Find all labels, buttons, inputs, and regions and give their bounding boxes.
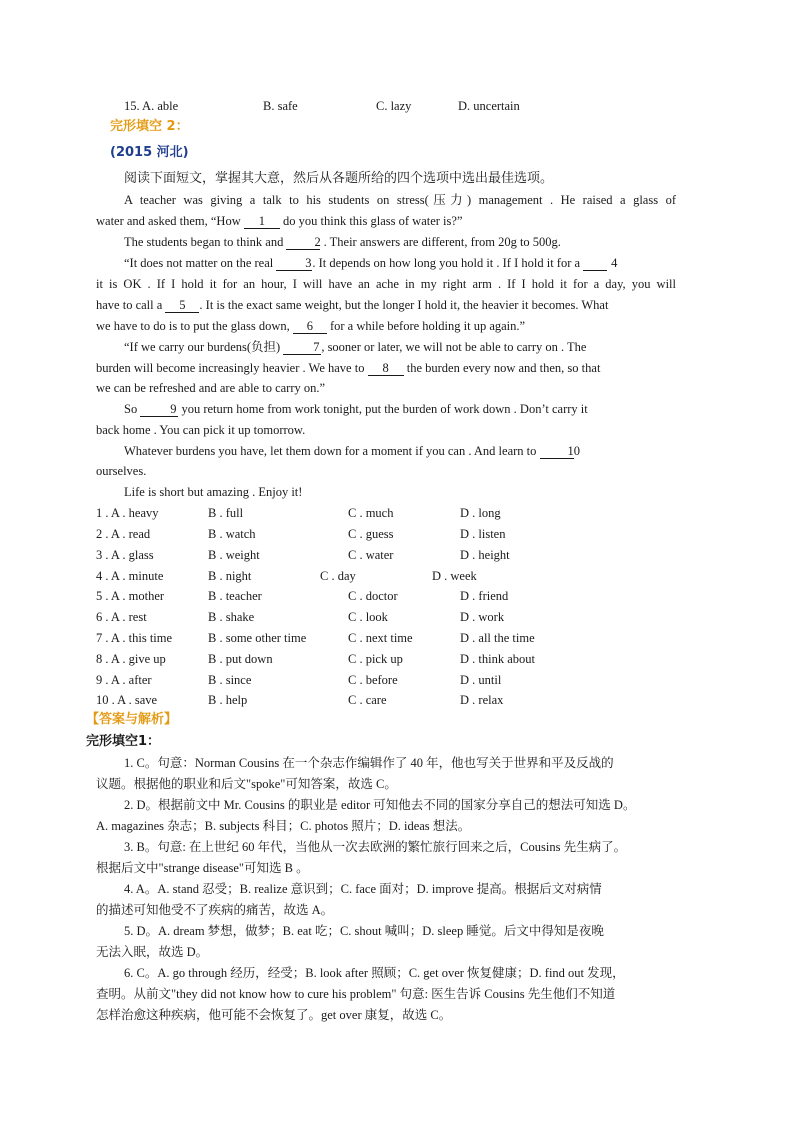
section-heading: 完形填空 2： xyxy=(110,119,189,134)
option-a[interactable]: 3 . A . glass xyxy=(96,548,154,562)
passage-line xyxy=(96,401,676,417)
passage-line xyxy=(96,318,676,334)
passage-text: “If we carry our burdens(负担) xyxy=(124,340,281,354)
answer-line: 无法入眠，故选 D。 xyxy=(96,945,209,959)
passage-line: Life is short but amazing . Enjoy it! xyxy=(124,485,303,499)
instructions: 阅读下面短文，掌握其大意，然后从各题所给的四个选项中选出最佳选项。 xyxy=(124,171,554,186)
passage-text: have to call a xyxy=(96,298,163,312)
passage-line: we can be refreshed and are able to carry on.” xyxy=(96,381,326,395)
option-c[interactable]: C . guess xyxy=(348,527,394,541)
passage-text: we have to do is to put the glass down, xyxy=(96,319,290,333)
option-d[interactable]: D . height xyxy=(460,548,510,562)
option-c[interactable]: C . before xyxy=(348,673,398,687)
blank-1[interactable]: 1 xyxy=(244,215,280,229)
passage-line: back home . You can pick it up tomorrow. xyxy=(96,423,306,437)
option-d[interactable]: D . listen xyxy=(460,527,506,541)
passage-line xyxy=(96,297,676,313)
passage-text: Whatever burdens you have, let them down for a moment if you can . And learn to xyxy=(124,444,537,458)
option-b[interactable]: B . some other time xyxy=(208,631,307,645)
answer-line: A. magazines 杂志；B. subjects 科目；C. photos 照片；D. ideas 想法。 xyxy=(96,819,471,833)
option-d[interactable]: D . long xyxy=(460,506,501,520)
option-b[interactable]: B . teacher xyxy=(208,589,262,603)
q15-option-a: 15. A. able xyxy=(124,99,179,113)
q15-option-d: D. uncertain xyxy=(458,99,520,113)
passage-text: . Their answers are different, from 20g to 500g. xyxy=(323,235,561,249)
q15-option-b: B. safe xyxy=(263,99,298,113)
passage-text: So xyxy=(124,402,138,416)
option-a[interactable]: 2 . A . read xyxy=(96,527,151,541)
option-a[interactable]: 4 . A . minute xyxy=(96,569,164,583)
answer-line: 的描述可知他受不了疾病的痛苦，故选 A。 xyxy=(96,903,334,917)
blank-2[interactable]: 2 xyxy=(286,236,320,250)
answer-line: 1. C。句意：Norman Cousins 在一个杂志作编辑作了 40 年，他也写关于世界和平及反战的 xyxy=(124,756,614,770)
option-b[interactable]: B . since xyxy=(208,673,252,687)
answer-line: 根据后文中"strange disease"可知选 B 。 xyxy=(96,861,309,875)
passage-text: you return home from work tonight, put the burden of work down . Don’t carry it xyxy=(181,402,588,416)
option-b[interactable]: B . full xyxy=(208,506,244,520)
option-b[interactable]: B . shake xyxy=(208,610,255,624)
option-a[interactable]: 7 . A . this time xyxy=(96,631,173,645)
source-label: (2015 河北) xyxy=(110,145,189,160)
option-a[interactable]: 9 . A . after xyxy=(96,673,152,687)
blank-9[interactable]: 9 xyxy=(140,403,178,417)
option-a[interactable]: 8 . A . give up xyxy=(96,652,166,666)
answer-line: 3. B。句意: 在上世纪 60 年代，当他从一次去欧洲的繁忙旅行回来之后，Cousins 先生病了。 xyxy=(124,840,627,854)
option-d[interactable]: D . relax xyxy=(460,693,504,707)
passage-text: “It does not matter on the real xyxy=(124,256,274,270)
option-d[interactable]: D . week xyxy=(432,569,477,583)
passage-line xyxy=(96,255,676,271)
option-d[interactable]: D . friend xyxy=(460,589,509,603)
option-b[interactable]: B . night xyxy=(208,569,252,583)
passage-text: the burden every now and then, so that xyxy=(406,361,601,375)
blank-3[interactable]: 3 xyxy=(276,257,312,271)
answer-line: 5. D。A. dream 梦想，做梦；B. eat 吃；C. shout 喊叫；D. sleep 睡觉。后文中得知是夜晚 xyxy=(124,924,604,938)
option-a[interactable]: 6 . A . rest xyxy=(96,610,147,624)
blank-4[interactable]: 4 xyxy=(583,257,607,271)
option-c[interactable]: C . care xyxy=(348,693,387,707)
passage-line xyxy=(96,339,676,355)
option-a[interactable]: 5 . A . mother xyxy=(96,589,165,603)
passage-line xyxy=(96,213,676,229)
answer-line: 怎样治愈这种疾病，他可能不会恢复了。get over 康复，故选 C。 xyxy=(96,1008,452,1022)
option-d[interactable]: D . all the time xyxy=(460,631,535,645)
option-c[interactable]: C . much xyxy=(348,506,394,520)
option-d[interactable]: D . until xyxy=(460,673,502,687)
passage-text: . It depends on how long you hold it . If I hold it for a xyxy=(312,256,581,270)
answer-line: 6. C。A. go through 经历，经受；B. look after 照顾；C. get over 恢复健康；D. find out 发现， xyxy=(124,966,625,980)
passage-text: for a while before holding it up again.” xyxy=(329,319,526,333)
option-b[interactable]: B . watch xyxy=(208,527,256,541)
blank-8[interactable]: 8 xyxy=(368,362,404,376)
option-d[interactable]: D . work xyxy=(460,610,505,624)
passage-line xyxy=(96,234,676,250)
option-c[interactable]: C . next time xyxy=(348,631,413,645)
option-c[interactable]: C . day xyxy=(320,569,356,583)
option-c[interactable]: C . pick up xyxy=(348,652,403,666)
blank-6[interactable]: 6 xyxy=(293,320,327,334)
option-d[interactable]: D . think about xyxy=(460,652,535,666)
option-a[interactable]: 10 . A . save xyxy=(96,693,158,707)
answer-line: 查明。从前文"they did not know how to cure his problem" 句意: 医生告诉 Cousins 先生他们不知道 xyxy=(96,987,616,1001)
answers-tag: 【答案与解析】 xyxy=(86,712,178,727)
option-c[interactable]: C . doctor xyxy=(348,589,398,603)
answer-line: 4. A。A. stand 忍受；B. realize 意识到；C. face 面对；D. improve 提高。根据后文对病情 xyxy=(124,882,602,896)
passage-text: . It is the exact same weight, but the longer I hold it, the heavier it becomes. What xyxy=(199,298,609,312)
passage-text: water and asked them, “How xyxy=(96,214,241,228)
passage-text: do you think this glass of water is?” xyxy=(283,214,463,228)
option-c[interactable]: C . look xyxy=(348,610,388,624)
q15-option-c: C. lazy xyxy=(376,99,412,113)
option-b[interactable]: B . help xyxy=(208,693,248,707)
blank-10[interactable]: 10 xyxy=(540,445,574,459)
passage-text: burden will become increasingly heavier . We have to xyxy=(96,361,365,375)
option-c[interactable]: C . water xyxy=(348,548,394,562)
option-b[interactable]: B . put down xyxy=(208,652,273,666)
passage-line xyxy=(96,360,676,376)
passage-line: it is OK . If I hold it for an hour, I will have an ache in my right arm . If I hold it for a day, you will xyxy=(96,277,676,291)
blank-5[interactable]: 5 xyxy=(165,299,199,313)
answer-line: 议题。根据他的职业和后文"spoke"可知答案，故选 C。 xyxy=(96,777,397,791)
option-b[interactable]: B . weight xyxy=(208,548,260,562)
passage-line: A teacher was giving a talk to his students on stress(压力) management . He raised a glass of xyxy=(124,193,676,207)
passage-text: , sooner or later, we will not be able to carry on . The xyxy=(321,340,587,354)
passage-line: ourselves. xyxy=(96,464,147,478)
passage-text: The students began to think and xyxy=(124,235,284,249)
passage-line xyxy=(96,443,676,459)
answers-title: 完形填空1： xyxy=(86,734,161,749)
blank-7[interactable]: 7 xyxy=(283,341,321,355)
option-a[interactable]: 1 . A . heavy xyxy=(96,506,159,520)
answer-line: 2. D。根据前文中 Mr. Cousins 的职业是 editor 可知他去不同的国家分享自己的想法可知选 D。 xyxy=(124,798,636,812)
